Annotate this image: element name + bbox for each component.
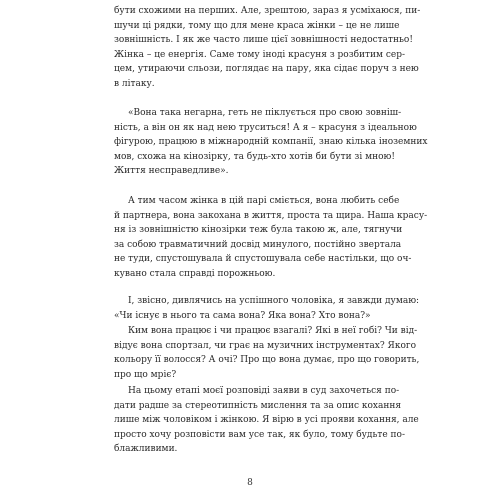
text-line: цем, утираючи сльози, поглядає на пару, яка сідає поруч з нею [114,64,419,75]
text-line: Життя несправедливе». [114,166,229,177]
text-line: в літаку. [114,78,155,89]
text-line: й партнера, вона закохана в життя, проста та щира. Наша красу- [114,210,428,221]
text-line: ність, а він он як над нею труситься! А я – красуня з ідеальною [114,122,417,133]
text-line: не туди, спустошувала й спустошувала себе настільки, що оч- [114,254,412,265]
text-line: за собою травматичний досвід минулого, постійно звертала [114,239,402,250]
text-line: І, звісно, дивлячись на успішного чоловіка, я завжди думаю: [128,296,420,306]
text-line: просто хочу розповісти вам усе так, як було, тому будьте по- [114,429,405,440]
text-line: кувано стала справді порожньою. [114,268,276,279]
paragraph-4 [114,294,420,323]
paragraph-3 [114,194,428,282]
text-line: «Вона така негарна, геть не піклується про свою зовніш- [128,108,402,118]
text-line: блажливими. [114,444,178,455]
text-line: Ким вона працює і чи працює взагалі? Які в неї гобі? Чи від- [128,326,418,336]
page-number: 8 [247,478,253,488]
text-line: відує вона спортзал, чи грає на музичних інструментах? Якого [114,340,417,351]
text-line: фігурою, працюю в міжнародній компанії, знаю кілька іноземних [114,137,428,148]
text-line: мов, схожа на кінозірку, та будь-хто хотів би бути зі мною! [114,151,395,162]
text-line: «Чи існує в нього та сама вона? Яка вона? Хто вона?» [114,310,371,321]
text-line: про що мріє? [114,369,177,380]
text-line: бути схожими на перших. Але, зрештою, зараз я усміхаюся, пи- [114,6,421,16]
paragraph-1 [114,4,421,92]
text-line: ня із зовнішністю кінозірки теж була такою ж, але, тягнучи [114,225,403,236]
paragraph-2 [114,106,428,179]
text-line: Жінка – це енергія. Саме тому іноді красуня з розбитим сер- [114,49,406,60]
text-line: дати радше за стереотипність мислення та за опис кохання [114,400,402,411]
text-line: шучи ці рядки, тому що для мене краса жінки – це не лише [114,20,400,31]
text-line: А тим часом жінка в цій парі сміється, вона любить себе [128,196,400,206]
text-line: зовнішність. І як же часто лише цієї зовнішності недостатньо! [114,35,413,46]
paragraph-5 [114,324,420,382]
text-line: На цьому етапі моєї розповіді заяви в суд захочеться по- [128,386,400,396]
text-line: лише між чоловіком і жінкою. Я вірю в усі прояви кохання, але [114,415,419,426]
text-line: кольору її волосся? А очі? Про що вона думає, про що говорить, [114,355,420,366]
paragraph-6 [114,384,419,457]
